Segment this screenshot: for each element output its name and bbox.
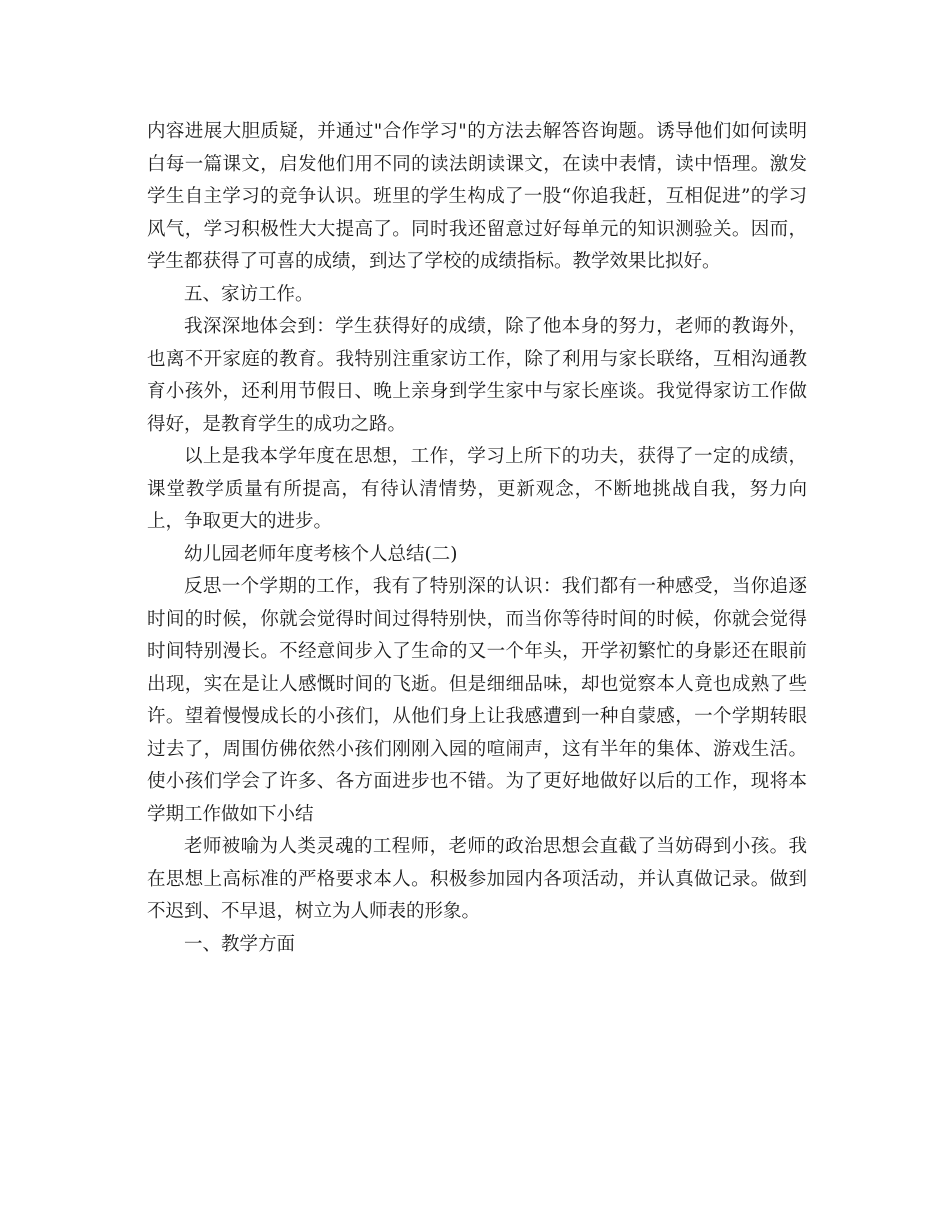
paragraph-home-visit: 我深深地体会到：学生获得好的成绩，除了他本身的努力，老师的教诲外，也离不开家庭的教育。我特别注重家访工作，除了利用与家长联络，互相沟通教育小孩外，还利用节假日、晚上亲身到学生家中与家长座谈。我觉得家访工作做得好，是教育学生的成功之路。 [147, 316, 807, 435]
section-heading-home-visit: 五、家访工作。 [184, 283, 314, 305]
paragraph-teacher-role: 老师被喻为人类灵魂的工程师，老师的政治思想会直截了当妨碍到小孩。我在思想上高标准的严格要求本人。积极参加园内各项活动，并认真做记录。做到不迟到、不早退，树立为人师表的形象。 [147, 836, 807, 922]
paragraph-reflection: 反思一个学期的工作，我有了特别深的认识：我们都有一种感受，当你追逐时间的时候，你就会觉得时间过得特别快，而当你等待时间的时候，你就会觉得时间特别漫长。不经意间步入了生命的又一个年头，开学初繁忙的身影还在眼前出现，实在是让人感慨时间的飞逝。但是细细品味，却也觉察本人竟也成熟了些许。望着慢慢成长的小孩们，从他们身上让我感遭到一种自蒙感，一个学期转眼过去了，周围仿佛依然小孩们刚刚入园的喧闹声，这有半年的集体、游戏生活。使小孩们学会了许多、各方面进步也不错。为了更好地做好以后的工作，现将本学期工作做如下小结 [147, 576, 807, 825]
document-subtitle: 幼儿园老师年度考核个人总结(二) [184, 543, 458, 565]
document-body [147, 116, 807, 961]
paragraph-0: 内容进展大胆质疑，并通过"合作学习"的方法去解答咨询题。诱导他们如何读明白每一篇课文，启发他们用不同的读法朗读课文，在读中表情，读中悟理。激发学生自主学习的竞争认识。班里的学生构成了一股“你追我赶，互相促进”的学习风气，学习积极性大大提高了。同时我还留意过好每单元的知识测验关。因而，学生都获得了可喜的成绩，到达了学校的成绩指标。教学效果比拟好。 [147, 121, 807, 272]
section-heading-teaching: 一、教学方面 [184, 933, 296, 955]
paragraph-conclusion: 以上是我本学年度在思想，工作，学习上所下的功夫，获得了一定的成绩，课堂教学质量有所提高，有待认清情势，更新观念，不断地挑战自我，努力向上，争取更大的进步。 [147, 446, 807, 532]
